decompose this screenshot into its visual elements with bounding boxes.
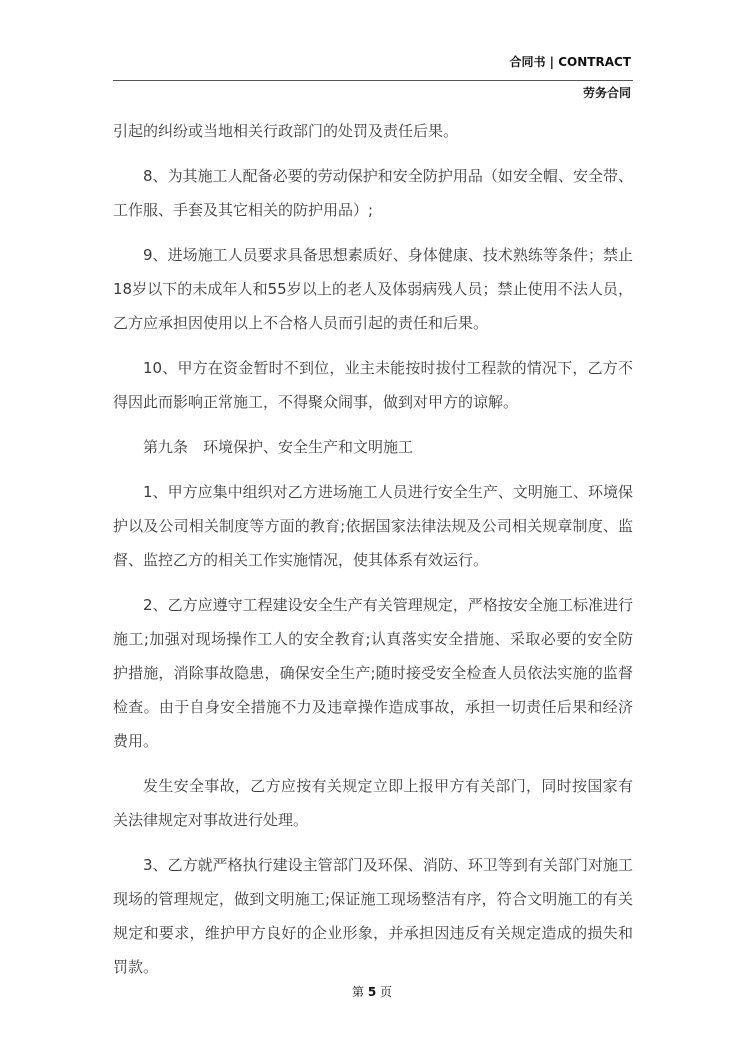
- document-body: [113, 114, 633, 995]
- paragraph-clause-1: 1、甲方应集中组织对乙方进场施工人员进行安全生产、文明施工、环境保护以及公司相关制度等方面的教育;依据国家法律法规及公司相关规章制度、监督、监控乙方的相关工作实施情况，使其体系有效运行。: [113, 483, 633, 569]
- page-number: [0, 983, 744, 1000]
- page-number-suffix: 页: [380, 985, 393, 999]
- page-number-prefix: 第: [351, 985, 364, 999]
- paragraph-item-8: 8、为其施工人配备必要的劳动保护和安全防护用品（如安全帽、安全带、工作服、手套及其它相关的防护用品）;: [113, 167, 633, 219]
- paragraph-clause-2: 2、乙方应遵守工程建设安全生产有关管理规定，严格按安全施工标准进行施工;加强对现场操作工人的安全教育;认真落实安全措施、采取必要的安全防护措施，消除事故隐患，确保安全生产;随时接受安全检查人员依法实施的监督检查。由于自身安全措施不力及违章操作造成事故，承担一切责任后果和经济费用。: [113, 596, 633, 750]
- paragraph-item-9: 9、进场施工人员要求具备思想素质好、身体健康、技术熟练等条件；禁止18岁以下的未成年人和55岁以上的老人及体弱病残人员；禁止使用不法人员，乙方应承担因使用以上不合格人员而引起的责任和后果。: [113, 246, 633, 332]
- paragraph-continuation: 引起的纠纷或当地相关行政部门的处罚及责任后果。: [113, 122, 459, 140]
- section-heading-article-9: 第九条 环境保护、安全生产和文明施工: [143, 438, 414, 456]
- header-subtitle: 劳务合同: [582, 86, 631, 100]
- paragraph-clause-3: 3、乙方就严格执行建设主管部门及环保、消防、环卫等到有关部门对施工现场的管理规定，做到文明施工;保证施工现场整洁有序，符合文明施工的有关规定和要求，维护甲方良好的企业形象，并承担因违反有关规定造成的损失和罚款。: [113, 856, 633, 976]
- header-divider: [113, 80, 633, 81]
- page-number-value: 5: [367, 985, 377, 999]
- paragraph-accident-report: 发生安全事故，乙方应按有关规定立即上报甲方有关部门，同时按国家有关法律规定对事故进行处理。: [113, 777, 633, 829]
- header-title: 合同书 | CONTRACT: [509, 55, 631, 69]
- paragraph-item-10: 10、甲方在资金暂时不到位，业主未能按时拔付工程款的情况下，乙方不得因此而影响正常施工，不得聚众闹事，做到对甲方的谅解。: [113, 359, 633, 411]
